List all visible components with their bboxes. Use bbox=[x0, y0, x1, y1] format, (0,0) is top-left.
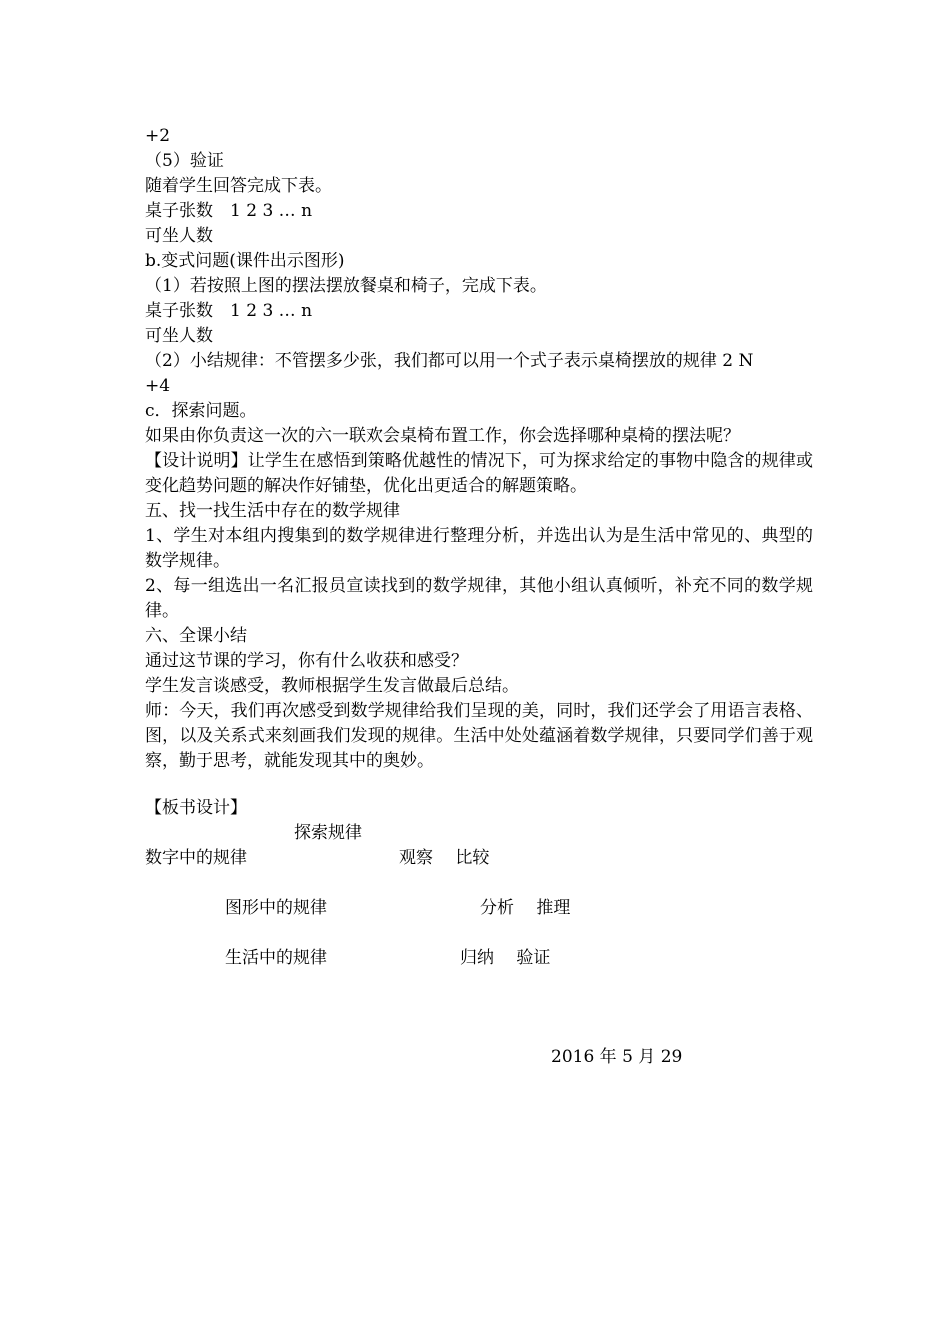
board-design-section bbox=[145, 0, 813, 1344]
board-method-observe-compare: 观察 比较 bbox=[399, 848, 490, 868]
text-line: 随着学生回答完成下表。 bbox=[145, 176, 332, 196]
section-heading: 六、全课小结 bbox=[145, 626, 247, 646]
text-line: c．探索问题。 bbox=[145, 401, 257, 421]
document-date: 2016 年 5 月 29 bbox=[551, 1047, 683, 1067]
section-heading: 五、找一找生活中存在的数学规律 bbox=[145, 501, 400, 521]
board-item-life-rule: 生活中的规律 bbox=[225, 948, 327, 968]
board-title: 探索规律 bbox=[294, 823, 362, 843]
text-line: （1）若按照上图的摆法摆放餐桌和椅子，完成下表。 bbox=[145, 276, 547, 296]
board-method-induce-verify: 归纳 验证 bbox=[460, 948, 551, 968]
text-line: （2）小结规律：不管摆多少张，我们都可以用一个式子表示桌椅摆放的规律 2 N bbox=[145, 351, 754, 371]
text-line: 学生发言谈感受，教师根据学生发言做最后总结。 bbox=[145, 676, 519, 696]
table-row-table-count: 桌子张数 1 2 3 … n bbox=[145, 301, 313, 321]
teacher-summary-paragraph: 师：今天，我们再次感受到数学规律给我们呈现的美，同时，我们还学会了用语言表格、图，以及关系式来刻画我们发现的规律。生活中处处蕴涵着数学规律，只要同学们善于观察，勤于思考，就能发现其中的奥妙。 bbox=[145, 701, 813, 771]
text-line: 如果由你负责这一次的六一联欢会桌椅布置工作，你会选择哪种桌椅的摆法呢？ bbox=[145, 426, 740, 446]
text-paragraph: 2、每一组选出一名汇报员宣读找到的数学规律，其他小组认真倾听，补充不同的数学规律。 bbox=[145, 576, 813, 621]
board-item-number-rule: 数字中的规律 bbox=[145, 848, 247, 868]
text-line: b.变式问题(课件出示图形) bbox=[145, 251, 345, 271]
table-row-seat-count: 可坐人数 bbox=[145, 226, 213, 246]
text-line: 通过这节课的学习，你有什么收获和感受？ bbox=[145, 651, 468, 671]
text-line: +4 bbox=[145, 376, 171, 396]
text-line: （5）验证 bbox=[145, 151, 224, 171]
text-line: +2 bbox=[145, 126, 171, 146]
board-method-analyze-reason: 分析 推理 bbox=[480, 898, 571, 918]
board-item-shape-rule: 图形中的规律 bbox=[225, 898, 327, 918]
table-row-seat-count: 可坐人数 bbox=[145, 326, 213, 346]
text-paragraph: 1、学生对本组内搜集到的数学规律进行整理分析，并选出认为是生活中常见的、典型的数学规律。 bbox=[145, 526, 813, 571]
design-note-paragraph: 【设计说明】让学生在感悟到策略优越性的情况下，可为探求给定的事物中隐含的规律或变化趋势问题的解决作好铺垫，优化出更适合的解题策略。 bbox=[145, 451, 813, 496]
board-heading: 【板书设计】 bbox=[145, 798, 247, 818]
table-row-table-count: 桌子张数 1 2 3 … n bbox=[145, 201, 313, 221]
